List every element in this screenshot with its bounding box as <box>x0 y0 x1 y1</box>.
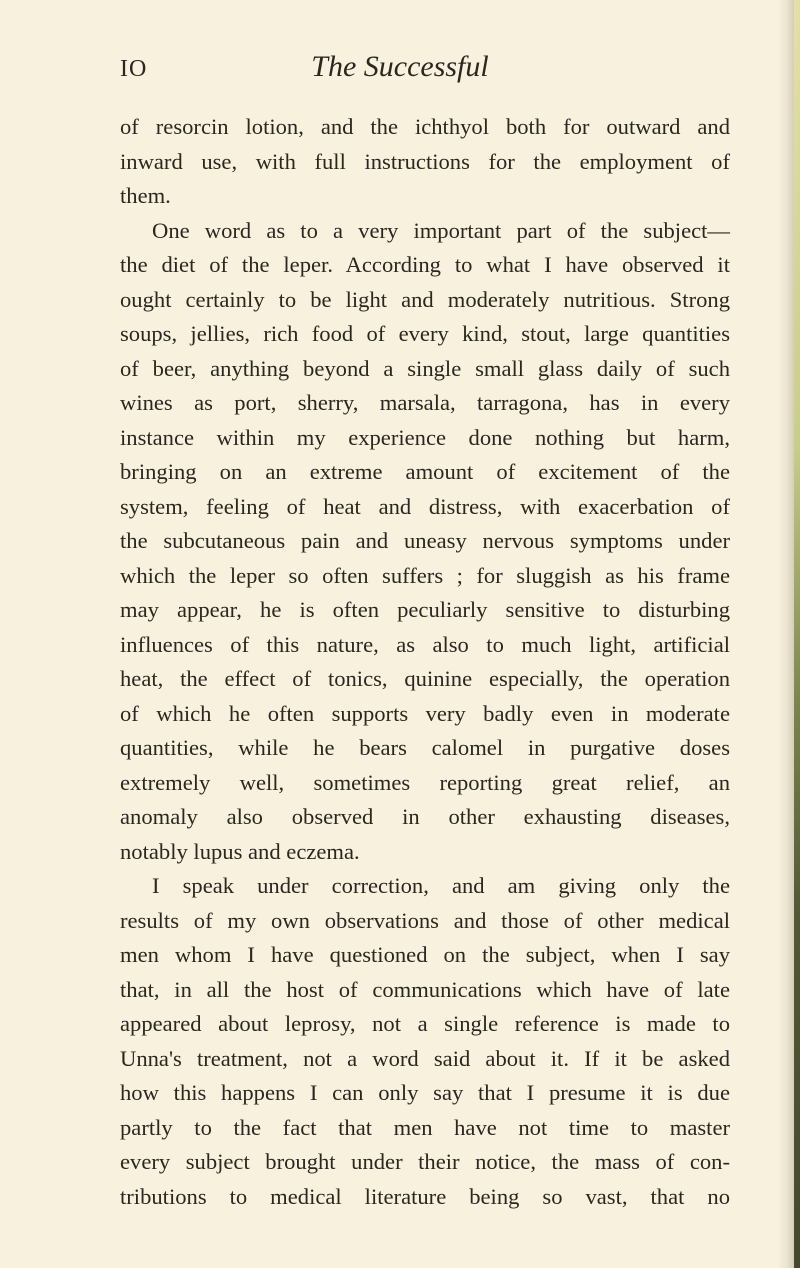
page-header <box>0 46 800 86</box>
text-line: partly to the fact that men have not time to master <box>120 1114 730 1140</box>
text-line: heat, the effect of tonics, quinine especially, the operation <box>120 666 730 691</box>
text-line: of beer, anything beyond a single small glass daily of such <box>120 355 730 381</box>
text-line: tributions to medical literature being so vast, that no <box>120 1183 730 1209</box>
text-line: them. <box>120 183 171 208</box>
text-line: anomaly also observed in other exhausting diseases, <box>120 804 730 829</box>
text-line: of resorcin lotion, and the ichthyol both for outward and <box>120 114 730 139</box>
text-line: which the leper so often suffers ; for sluggish as his frame <box>120 562 730 588</box>
text-line: of which he often supports very badly even in moderate <box>120 700 730 726</box>
running-title: The Successful <box>311 50 489 83</box>
text-line: bringing on an extreme amount of excitement of the <box>120 459 730 484</box>
text-line: how this happens I can only say that I presume it is due <box>120 1080 730 1105</box>
text-line: wines as port, sherry, marsala, tarragona, has in every <box>120 390 730 415</box>
text-line: Unna's treatment, not a word said about it. If it be asked <box>120 1045 730 1071</box>
text-line: the subcutaneous pain and uneasy nervous symptoms under <box>120 528 730 553</box>
text-line: the diet of the leper. According to what I have observed it <box>120 252 730 277</box>
text-line: influences of this nature, as also to much light, artificial <box>120 631 730 657</box>
text-line: soups, jellies, rich food of every kind, stout, large quantities <box>120 321 730 346</box>
text-line: quantities, while he bears calomel in purgative doses <box>120 735 730 760</box>
text-line: instance within my experience done nothing but harm, <box>120 424 730 450</box>
text-line: extremely well, sometimes reporting great relief, an <box>120 769 730 795</box>
text-line: system, feeling of heat and distress, with exacerbation of <box>120 493 730 519</box>
text-line: inward use, with full instructions for the employment of <box>120 148 730 174</box>
text-line: men whom I have questioned on the subject, when I say <box>120 942 730 967</box>
text-line: results of my own observations and those of other medical <box>120 907 730 933</box>
text-line: appeared about leprosy, not a single reference is made to <box>120 1011 730 1036</box>
text-line: that, in all the host of communications which have of late <box>120 976 730 1002</box>
text-line: every subject brought under their notice, the mass of con- <box>120 1149 730 1174</box>
text-line: I speak under correction, and am giving only the <box>152 873 730 898</box>
text-line: One word as to a very important part of the subject— <box>152 217 730 243</box>
text-line: ought certainly to be light and moderately nutritious. Strong <box>120 286 730 312</box>
text-line: notably lupus and eczema. <box>120 838 360 864</box>
page-edge-strip <box>794 0 800 1268</box>
page-number: IO <box>120 56 148 82</box>
body-text <box>120 110 730 1214</box>
text-line: may appear, he is often peculiarly sensitive to disturbing <box>120 597 730 622</box>
